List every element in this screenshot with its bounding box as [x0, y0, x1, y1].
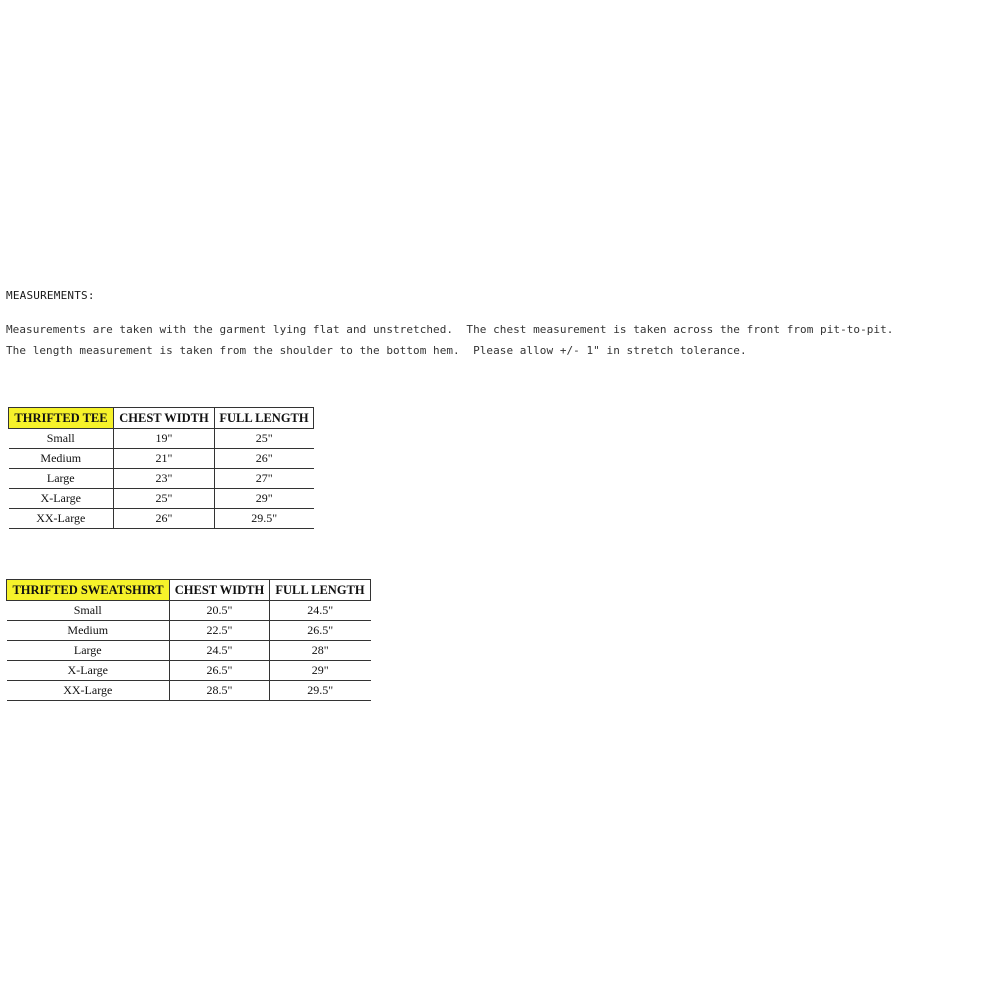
size-cell: Medium	[7, 621, 170, 641]
header-cell-full-length: FULL LENGTH	[215, 408, 314, 429]
header-cell-full-length: FULL LENGTH	[270, 580, 371, 601]
table-row	[9, 489, 314, 509]
table-row	[7, 661, 371, 681]
description-line-1: Measurements are taken with the garment lying flat and unstretched. The chest measurement is taken across the front from pit-to-pit.	[6, 323, 894, 336]
size-cell: XX-Large	[7, 681, 170, 701]
header-cell-product: THRIFTED TEE	[9, 408, 114, 429]
chest-cell: 25"	[114, 489, 215, 509]
table-header-row	[9, 408, 314, 429]
table-row	[7, 641, 371, 661]
table-header-row	[7, 580, 371, 601]
length-cell: 29"	[270, 661, 371, 681]
size-cell: Large	[9, 469, 114, 489]
length-cell: 27"	[215, 469, 314, 489]
size-cell: X-Large	[9, 489, 114, 509]
chest-cell: 22.5"	[170, 621, 270, 641]
size-cell: XX-Large	[9, 509, 114, 529]
size-cell: Medium	[9, 449, 114, 469]
chest-cell: 21"	[114, 449, 215, 469]
chest-cell: 19"	[114, 429, 215, 449]
table-row	[9, 469, 314, 489]
chest-cell: 23"	[114, 469, 215, 489]
size-cell: Small	[7, 601, 170, 621]
table-row	[9, 509, 314, 529]
chest-cell: 26.5"	[170, 661, 270, 681]
header-cell-product: THRIFTED SWEATSHIRT	[7, 580, 170, 601]
length-cell: 29.5"	[215, 509, 314, 529]
table-row	[7, 681, 371, 701]
size-cell: Large	[7, 641, 170, 661]
size-cell: Small	[9, 429, 114, 449]
table-row	[9, 449, 314, 469]
length-cell: 26"	[215, 449, 314, 469]
table-row	[7, 601, 371, 621]
length-cell: 26.5"	[270, 621, 371, 641]
header-cell-chest-width: CHEST WIDTH	[114, 408, 215, 429]
table-row	[7, 621, 371, 641]
description-line-2: The length measurement is taken from the shoulder to the bottom hem. Please allow +/- 1" in stretch tolerance.	[6, 344, 747, 357]
length-cell: 24.5"	[270, 601, 371, 621]
tee-size-table	[8, 407, 314, 529]
length-cell: 29"	[215, 489, 314, 509]
chest-cell: 24.5"	[170, 641, 270, 661]
length-cell: 25"	[215, 429, 314, 449]
sweatshirt-size-table	[6, 579, 371, 701]
length-cell: 28"	[270, 641, 371, 661]
page-heading: MEASUREMENTS:	[6, 289, 95, 302]
size-cell: X-Large	[7, 661, 170, 681]
chest-cell: 20.5"	[170, 601, 270, 621]
chest-cell: 28.5"	[170, 681, 270, 701]
table-row	[9, 429, 314, 449]
header-cell-chest-width: CHEST WIDTH	[170, 580, 270, 601]
length-cell: 29.5"	[270, 681, 371, 701]
chest-cell: 26"	[114, 509, 215, 529]
